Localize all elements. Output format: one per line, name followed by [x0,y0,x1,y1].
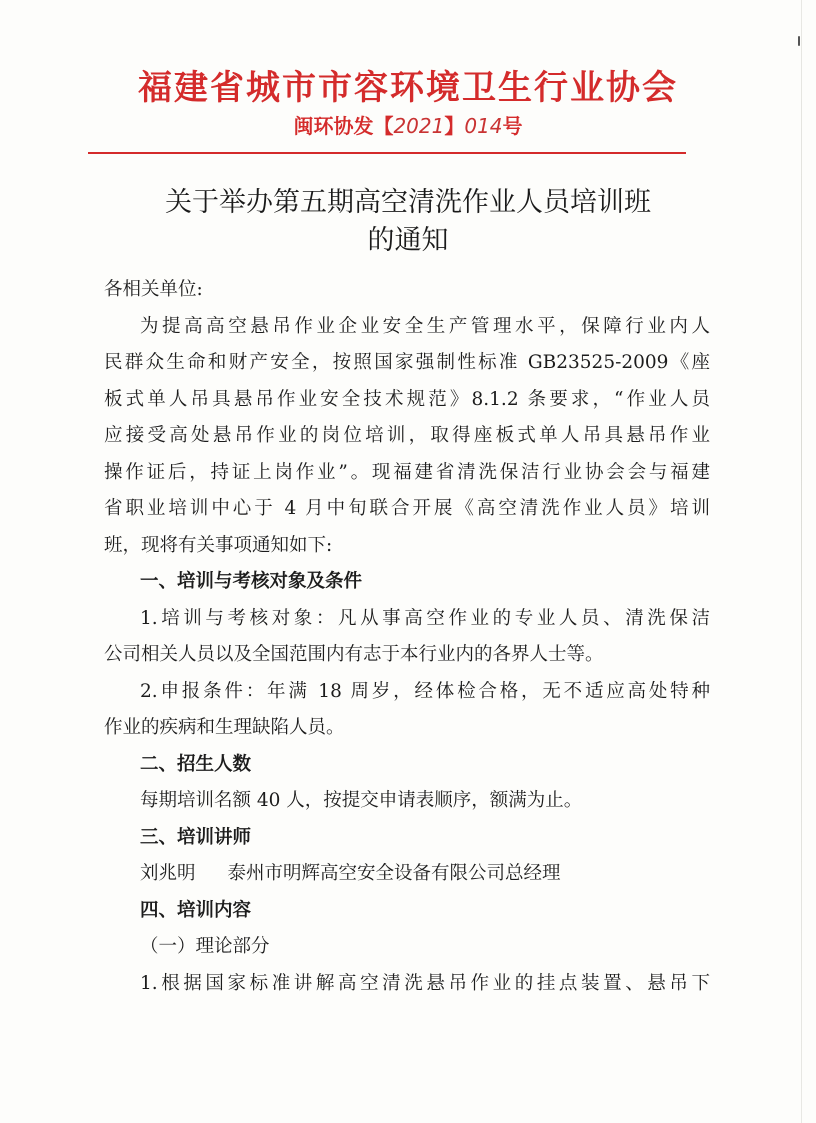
notice-title-line2: 的通知 [367,225,449,256]
lecturer-title: 泰州市明辉高空安全设备有限公司总经理 [227,863,561,884]
intro-line: 班，现将有关事项通知如下: [104,534,333,556]
section3-heading: 三、培训讲师 [140,826,252,848]
org-name-header: 福建省城市市容环境卫生行业协会 [138,68,678,108]
doc-number-year: 2021 [393,114,445,138]
salutation: 各相关单位: [104,279,203,300]
doc-number-mid: 】 [444,114,465,138]
section1-item2-line: 2.申报条件：年满 18 周岁，经体检合格，无不适应高处特种 [140,680,710,702]
scan-speck [798,36,800,46]
doc-number-suffix: 号 [502,114,523,138]
scan-edge-line [801,0,802,1123]
intro-line: 民群众生命和财产安全，按照国家强制性标准 GB23525-2009《座 [104,352,710,373]
notice-title-line1: 关于举办第五期高空清洗作业人员培训班 [165,187,651,218]
section4-heading: 四、培训内容 [140,899,252,921]
section1-heading: 一、培训与考核对象及条件 [140,571,363,592]
intro-line: 为提高高空悬吊作业企业安全生产管理水平，保障行业内人 [140,315,710,337]
section3-lecturer [140,856,710,893]
intro-line: 板式单人吊具悬吊作业安全技术规范》8.1.2 条要求，“作业人员 [104,388,710,410]
red-divider-line [88,152,686,154]
intro-line: 省职业培训中心于 4 月中旬联合开展《高空清洗作业人员》培训 [104,498,710,519]
lecturer-name: 刘兆明 [140,863,196,884]
section4-sub1: （一）理论部分 [140,936,270,957]
document-number [0,110,816,139]
intro-line: 应接受高处悬吊作业的岗位培训，取得座板式单人吊具悬吊作业 [104,425,710,446]
notice-body [104,272,710,1002]
section1-item1-line: 1.培训与考核对象：凡从事高空作业的专业人员、清洗保洁 [140,607,710,629]
intro-line: 操作证后，持证上岗作业”。现福建省清洗保洁行业协会会与福建 [104,461,710,483]
section1-item2-line: 作业的疾病和生理缺陷人员。 [104,717,345,738]
section1-item1-line: 公司相关人员以及全国范围内有志于本行业内的各界人士等。 [104,644,604,665]
section4-item1-line: 1.根据国家标准讲解高空清洗悬吊作业的挂点装置、悬吊下 [140,972,710,994]
doc-number-prefix: 闽环协发【 [293,114,394,138]
section2-text: 每期培训名额 40 人，按提交申请表顺序，额满为止。 [140,790,583,811]
doc-number-seq: 014 [464,114,503,138]
section2-heading: 二、招生人数 [140,753,252,775]
